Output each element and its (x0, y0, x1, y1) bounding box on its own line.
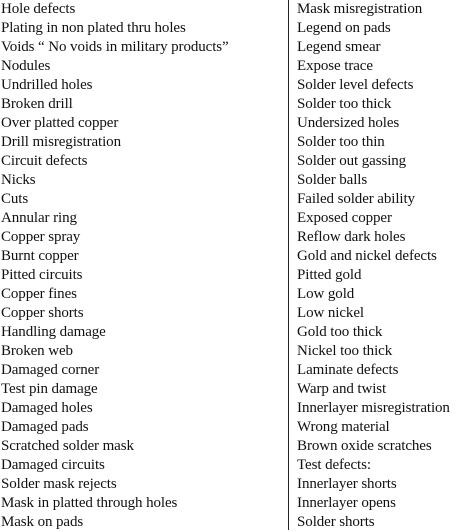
right-column-item: Laminate defects (297, 362, 399, 378)
left-column-item: Nicks (1, 172, 36, 188)
right-column-item: Solder shorts (297, 514, 375, 530)
right-column-item: Mask misregistration (297, 1, 423, 17)
left-column-item: Hole defects (1, 1, 76, 17)
left-column-item: Undrilled holes (1, 77, 93, 93)
left-column-item: Voids “ No voids in military products” (1, 39, 229, 55)
right-column-item: Warp and twist (297, 381, 387, 397)
left-column-item: Damaged holes (1, 400, 93, 416)
right-column-item: Test defects: (297, 457, 371, 473)
left-column-item: Annular ring (1, 210, 77, 226)
right-column-item: Legend on pads (297, 20, 391, 36)
right-column-item: Solder level defects (297, 77, 414, 93)
left-column-item: Pitted circuits (1, 267, 83, 283)
left-column-item: Burnt copper (1, 248, 79, 264)
right-column-item: Brown oxide scratches (297, 438, 432, 454)
left-column-item: Handling damage (1, 324, 106, 340)
left-column-item: Broken drill (1, 96, 73, 112)
right-column-item: Solder too thin (297, 134, 385, 150)
right-column-item: Failed solder ability (297, 191, 415, 207)
right-column-item: Gold and nickel defects (297, 248, 437, 264)
left-column-item: Scratched solder mask (1, 438, 134, 454)
left-column-item: Over platted copper (1, 115, 119, 131)
left-column-item: Copper spray (1, 229, 81, 245)
right-column-item: Solder balls (297, 172, 368, 188)
right-column-item: Innerlayer opens (297, 495, 396, 511)
right-column-item: Expose trace (297, 58, 373, 74)
left-column-item: Mask on pads (1, 514, 84, 530)
left-column-item: Copper fines (1, 286, 77, 302)
right-column-item: Nickel too thick (297, 343, 393, 359)
left-column-item: Plating in non plated thru holes (1, 20, 186, 36)
left-column-item: Damaged corner (1, 362, 100, 378)
left-column-item: Solder mask rejects (1, 476, 117, 492)
right-column-item: Innerlayer misregistration (297, 400, 450, 416)
right-column-item: Wrong material (297, 419, 390, 435)
right-column-item: Solder out gassing (297, 153, 407, 169)
right-column-item: Pitted gold (297, 267, 362, 283)
left-column-item: Test pin damage (1, 381, 98, 397)
right-column-item: Gold too thick (297, 324, 383, 340)
left-column-item: Mask in platted through holes (1, 495, 178, 511)
left-column-item: Drill misregistration (1, 134, 121, 150)
right-column-item: Low nickel (297, 305, 364, 321)
left-column-item: Damaged circuits (1, 457, 105, 473)
left-column-item: Circuit defects (1, 153, 88, 169)
left-column-item: Nodules (1, 58, 51, 74)
left-column-item: Damaged pads (1, 419, 89, 435)
right-column-item: Reflow dark holes (297, 229, 406, 245)
right-column-item: Low gold (297, 286, 355, 302)
right-column-item: Exposed copper (297, 210, 392, 226)
left-column-item: Broken web (1, 343, 73, 359)
right-column-item: Solder too thick (297, 96, 392, 112)
right-column (289, 0, 474, 530)
right-column-item: Innerlayer shorts (297, 476, 397, 492)
left-column-item: Cuts (1, 191, 29, 207)
left-column-item: Copper shorts (1, 305, 84, 321)
right-column-item: Undersized holes (297, 115, 400, 131)
right-column-item: Legend smear (297, 39, 381, 55)
